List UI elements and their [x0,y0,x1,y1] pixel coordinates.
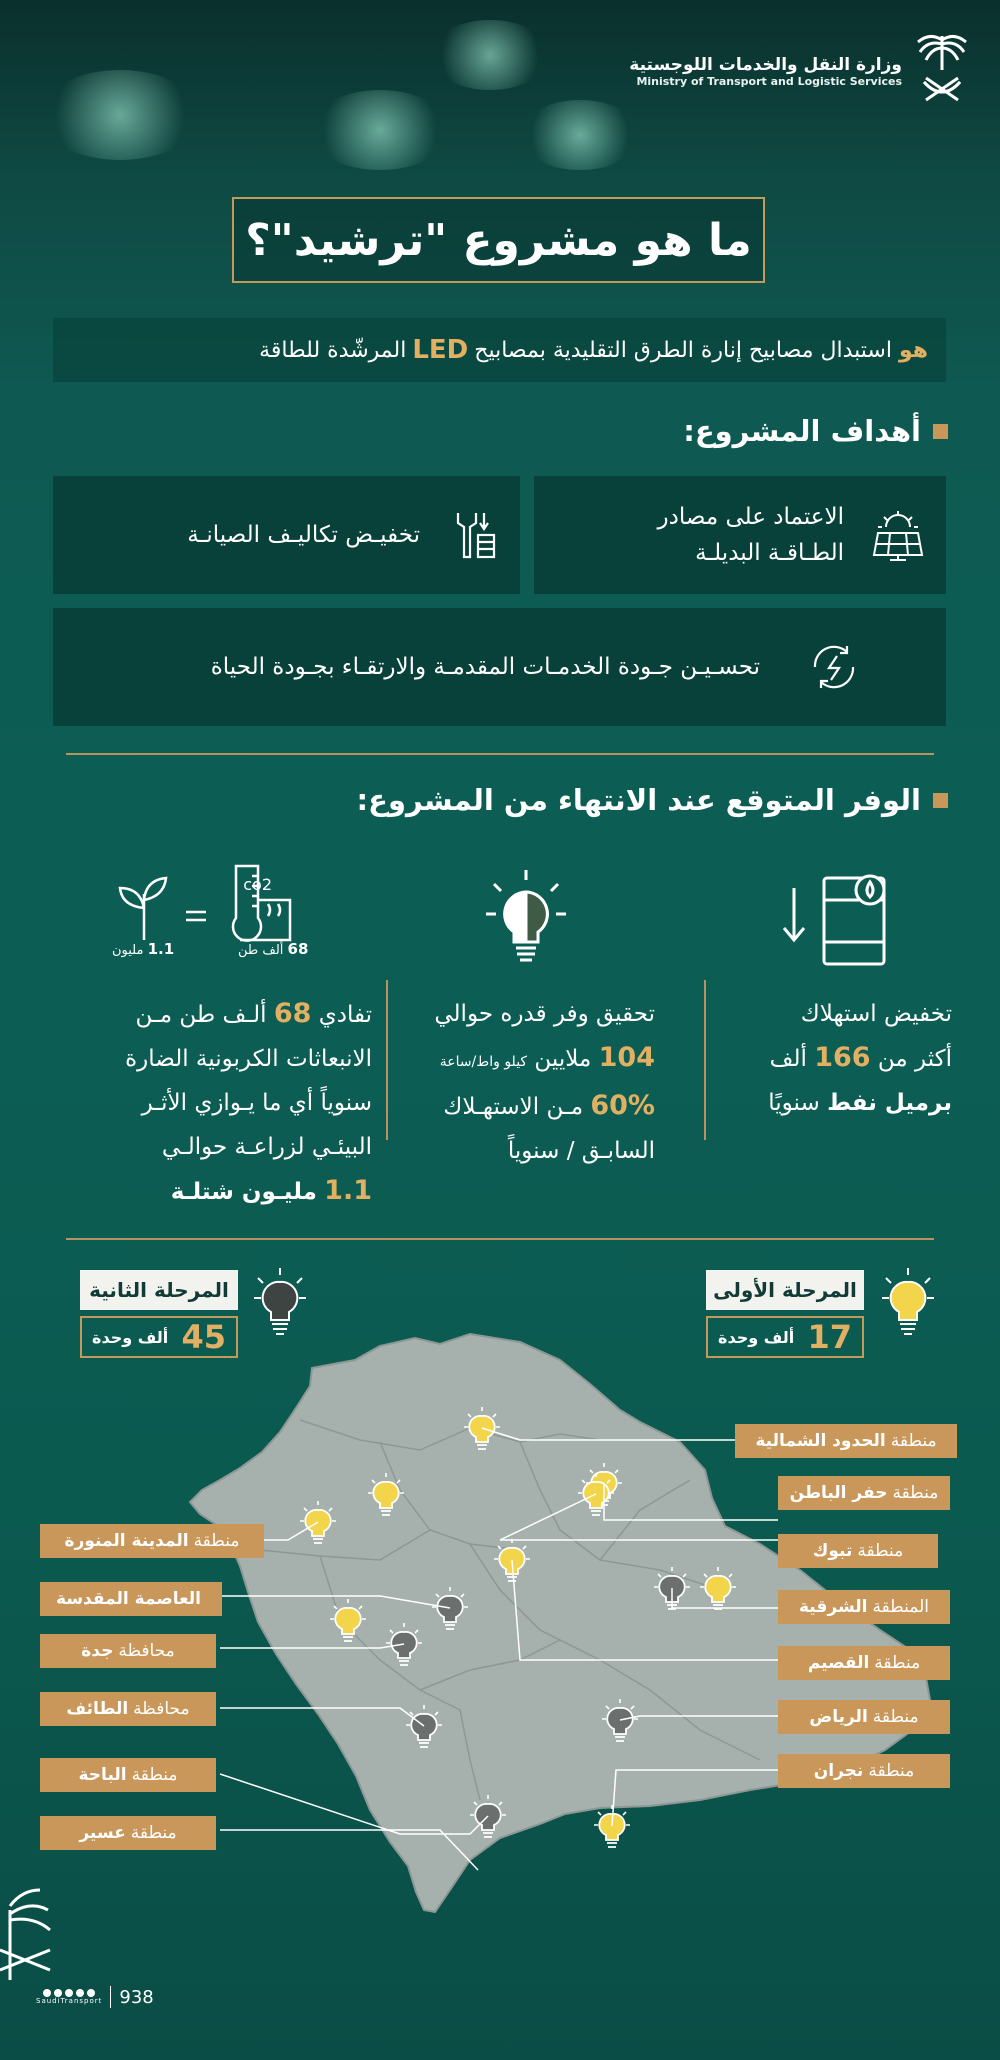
bulb-on-icon [367,1472,405,1526]
page-title: ما هو مشروع "ترشيد"؟ [232,197,765,283]
region-label [735,1424,957,1458]
column-separator [386,980,388,1140]
region-label [778,1754,950,1788]
bulb-off-icon [653,1566,691,1620]
social-icons[interactable] [43,1989,95,1997]
energy-unit: كيلو واط/ساعة [439,1054,528,1070]
phase-1-unit: ألف وحدة [718,1327,795,1347]
phase-2-unit: ألف وحدة [92,1327,169,1347]
lightbulb-icon [484,868,568,972]
region-name: حفر الباطن [789,1483,888,1503]
bulb-on-icon [299,1500,337,1554]
region-prefix: منطقة [890,1431,937,1451]
region-label [778,1590,950,1624]
energy-line-4: السابـق / سنوياً [507,1138,655,1164]
carbon-icon-value: 68 [287,940,309,958]
energy-percent: 60% [590,1090,655,1121]
section-divider [66,1238,934,1240]
phase-2-value: 45 [181,1318,226,1356]
region-name: الرياض [809,1707,868,1727]
seedlings-value: 1.1 [324,1175,372,1206]
savings-heading-text: الوفر المتوقع عند الانتهاء من المشروع: [356,783,921,817]
energy-line-1: تحقيق وفر قدره حوالي [434,1001,655,1027]
bulb-off-icon [405,1704,443,1758]
region-prefix: منطقة [193,1531,240,1551]
region-prefix: منطقة [874,1653,921,1673]
region-label [778,1476,950,1510]
region-name: الشرقية [799,1597,868,1617]
carbon-line-1b: ألـف طن مـن [135,1002,267,1028]
region-prefix: منطقة [868,1761,915,1781]
goal-maintenance-costs [53,476,520,594]
seedlings-icon-unit: مليون [112,943,144,958]
definition-prefix: هو [898,337,928,363]
phase-1-value: 17 [807,1318,852,1356]
oil-line-2 [702,1036,952,1081]
carbon-line-2: الانبعاثات الكربونية الضارة [125,1046,372,1072]
region-label [40,1524,264,1558]
seedling-icon [120,878,166,940]
region-prefix: محافظة [133,1699,190,1719]
region-prefix: محافظة [118,1641,175,1661]
region-label [40,1634,216,1668]
hotline-number: 938 [119,1986,154,2008]
bulb-on-icon [493,1538,531,1592]
bulb-off-icon [601,1698,639,1752]
oil-barrels-value: 166 [814,1042,871,1073]
bulb-on-icon [593,1804,631,1858]
carbon-line-3: سنوياً أي ما يـوازي الأثـر [141,1090,372,1116]
co2-thermometer-icon [233,866,290,941]
region-name: نجران [813,1761,864,1781]
energy-line-2a: ملايين [534,1046,592,1072]
region-name: تبوك [812,1541,853,1561]
goals-heading-text: أهداف المشروع: [683,414,921,448]
bullet-square-icon [933,424,948,439]
lamp-glow [520,100,640,170]
maintenance-tools-icon [446,507,502,563]
region-name: الطائف [66,1699,129,1719]
region-label [778,1646,950,1680]
energy-cycle-icon [806,639,862,695]
section-divider [66,753,934,755]
carbon-line-1 [42,992,372,1037]
goals-heading [683,414,948,448]
region-label [40,1692,216,1726]
seedlings-label-text: مليـون شتلـة [170,1179,317,1205]
oil-line-3-rest: سنويًا [768,1090,820,1116]
seedlings-label [112,940,174,958]
energy-line-2 [425,1036,655,1084]
lamp-glow [40,70,200,160]
region-name: القصيم [807,1653,870,1673]
savings-heading [357,783,948,817]
region-prefix: منطقة [857,1541,904,1561]
seedlings-icon-value: 1.1 [147,940,175,958]
energy-savings-text [425,992,655,1173]
region-label [778,1534,938,1568]
region-prefix: منطقة [131,1765,178,1785]
region-name: الباحة [78,1765,127,1785]
phase-2-label: المرحلة الثانية [80,1270,238,1310]
oil-line-2b: ألف [769,1046,807,1072]
oil-line-2a: أكثر من [877,1046,952,1072]
ministry-logo [629,30,972,112]
region-label [40,1758,216,1792]
bullet-square-icon [933,793,948,808]
carbon-tons-label [238,940,308,958]
bulb-on-icon [577,1472,615,1526]
oil-barrel-label: برميل نفط [827,1090,952,1116]
carbon-icon-unit: ألف طن [238,943,284,958]
bulb-on-icon [463,1406,501,1460]
region-prefix: المنطقة [872,1597,929,1617]
social-handle[interactable]: SaudiTransport [36,1997,103,2005]
carbon-line-5 [42,1169,372,1214]
oil-line-3 [702,1081,952,1125]
definition-bar [53,318,946,382]
definition-text-after: المرشّدة للطاقة [259,337,407,363]
region-label [40,1582,222,1616]
ministry-name-ar: وزارة النقل والخدمات اللوجستية [629,54,902,75]
bulb-off-icon [431,1586,469,1640]
carbon-line-4: البيئـي لزراعـة حوالـي [161,1134,372,1160]
oil-barrel-icon [780,870,900,974]
definition-text-before: استبدال مصابيح إنارة الطرق التقليدية بمصابيح [474,337,892,363]
lamp-glow [430,20,550,90]
energy-line-3 [425,1084,655,1129]
region-label [778,1700,950,1734]
goal-quality-of-life [53,608,946,726]
bulb-off-icon [469,1794,507,1848]
bulb-off-icon [385,1622,423,1676]
region-name: الحدود الشمالية [755,1431,886,1451]
oil-line-1: تخفيض استهلاك [800,1001,952,1027]
energy-line-3-rest: مـن الاستهـلاك [443,1094,584,1120]
bulb-on-icon [699,1566,737,1620]
palm-swords-icon [912,30,972,112]
ministry-name-en: Ministry of Transport and Logistic Services [636,74,902,88]
region-prefix: منطقة [130,1823,177,1843]
carbon-equivalence-graphic [100,860,320,960]
goal-2-text: تخفيـض تكاليـف الصيانـة [187,522,420,548]
phase-1-label: المرحلة الأولى [706,1270,864,1310]
footer-social [36,1986,154,2008]
svg-text:co2: co2 [243,875,272,894]
goal-1-line2: الطـاقـة البديلـة [695,540,844,566]
region-name: جدة [81,1641,114,1661]
carbon-line-1a: تفادي [318,1002,372,1028]
region-prefix: منطقة [892,1483,939,1503]
goal-3-text: تحسـيـن جـودة الخدمـات المقدمـة والارتقـاء بجـودة الحياة [210,654,760,680]
region-name: العاصمة المقدسة [56,1589,201,1609]
definition-led: LED [412,335,469,365]
region-label [40,1816,216,1850]
column-separator [704,980,706,1140]
solar-panel-icon [870,507,926,563]
carbon-savings-text [42,992,372,1214]
region-prefix: منطقة [872,1707,919,1727]
lamp-glow [310,90,450,170]
footer-palm-logo [0,1880,70,1984]
region-name: المدينة المنورة [64,1531,189,1551]
energy-value: 104 [598,1042,655,1073]
oil-savings-text [702,992,952,1125]
region-name: عسير [79,1823,126,1843]
carbon-value: 68 [273,998,312,1029]
goal-alternative-energy [534,476,946,594]
bulb-on-icon [329,1598,367,1652]
goal-1-line1: الاعتماد على مصادر [657,504,844,530]
